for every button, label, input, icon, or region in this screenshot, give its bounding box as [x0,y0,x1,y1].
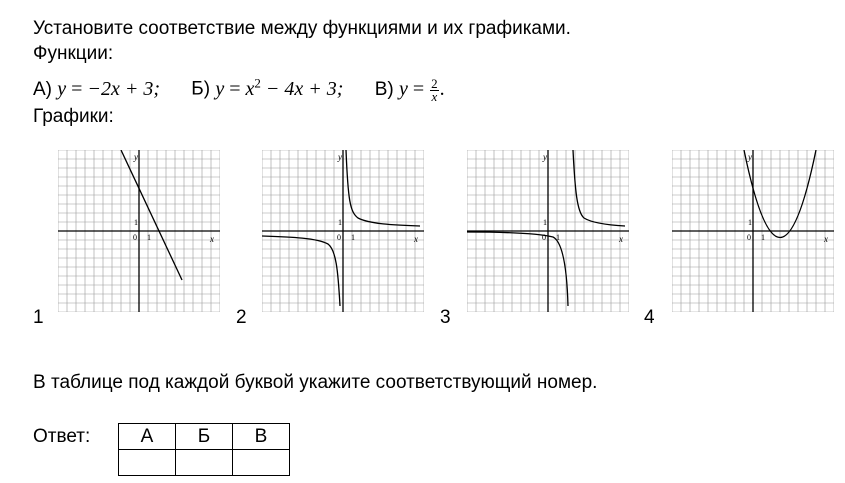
graph-number-3: 3 [440,307,451,328]
y-axis-label: y [543,152,547,162]
graph-axes [58,150,220,312]
graph-curve-branch [262,236,340,306]
function-letter: В) [374,78,394,100]
function-c [374,75,445,104]
x-one-label: 1 [351,233,355,242]
origin-label: 0 [337,233,341,242]
answer-header-a: А [119,424,176,450]
function-formula: y = $\frac{2}{x}$ . [399,75,445,104]
x-axis-label: x [619,234,623,244]
answer-input-row [119,450,290,476]
answer-cell-c[interactable] [233,450,290,476]
graph-4 [672,150,834,312]
function-letter: А) [33,78,52,100]
y-one-label: 1 [543,218,547,227]
graph-4-plot [672,150,834,312]
function-letter: Б) [191,78,211,100]
origin-label: 0 [747,233,751,242]
graph-1-plot [58,150,220,312]
graph-3-plot [467,150,629,312]
x-axis-label: x [414,234,418,244]
origin-label: 0 [542,233,546,242]
function-b [191,72,343,101]
graph-number-2: 2 [236,307,247,328]
function-a [33,78,160,101]
x-one-label: 1 [761,233,765,242]
origin-label: 0 [133,233,137,242]
graph-2 [262,150,424,312]
answer-label: Ответ: [33,426,91,447]
graph-axes [672,150,834,312]
x-one-label: 1 [147,233,151,242]
graph-axes [262,150,424,312]
graph-1 [58,150,220,312]
answer-cell-b[interactable] [176,450,233,476]
graph-curve-branch [467,232,568,306]
x-one-label: 1 [556,233,560,242]
function-formula: y = −2x + 3; [57,77,160,100]
graph-number-1: 1 [33,307,44,328]
graph-2-plot [262,150,424,312]
functions-row [33,72,471,103]
answer-table [118,423,290,476]
fraction: $\frac{2}{x}$ [431,75,438,104]
y-one-label: 1 [748,218,752,227]
x-axis-label: x [210,234,214,244]
task-title: Установите соответствие между функциями и их графиками. [33,18,571,39]
function-formula: $y = x^2 - 4x + 3$; [215,75,344,100]
answer-header-c: В [233,424,290,450]
answer-cell-a[interactable] [119,450,176,476]
graph-curve [573,150,625,226]
functions-label: Функции: [33,43,114,64]
y-one-label: 1 [338,218,342,227]
graph-3 [467,150,629,312]
graph-axes [467,150,629,312]
graph-curve [346,150,420,226]
y-axis-label: y [338,152,342,162]
answer-header-row [119,424,290,450]
answer-header-b: Б [176,424,233,450]
graphs-label: Графики: [33,106,114,127]
y-axis-label: y [748,152,752,162]
instruction: В таблице под каждой буквой укажите соответствующий номер. [33,372,598,393]
y-one-label: 1 [134,218,138,227]
y-axis-label: y [134,152,138,162]
x-axis-label: x [824,234,828,244]
graph-number-4: 4 [644,307,655,328]
